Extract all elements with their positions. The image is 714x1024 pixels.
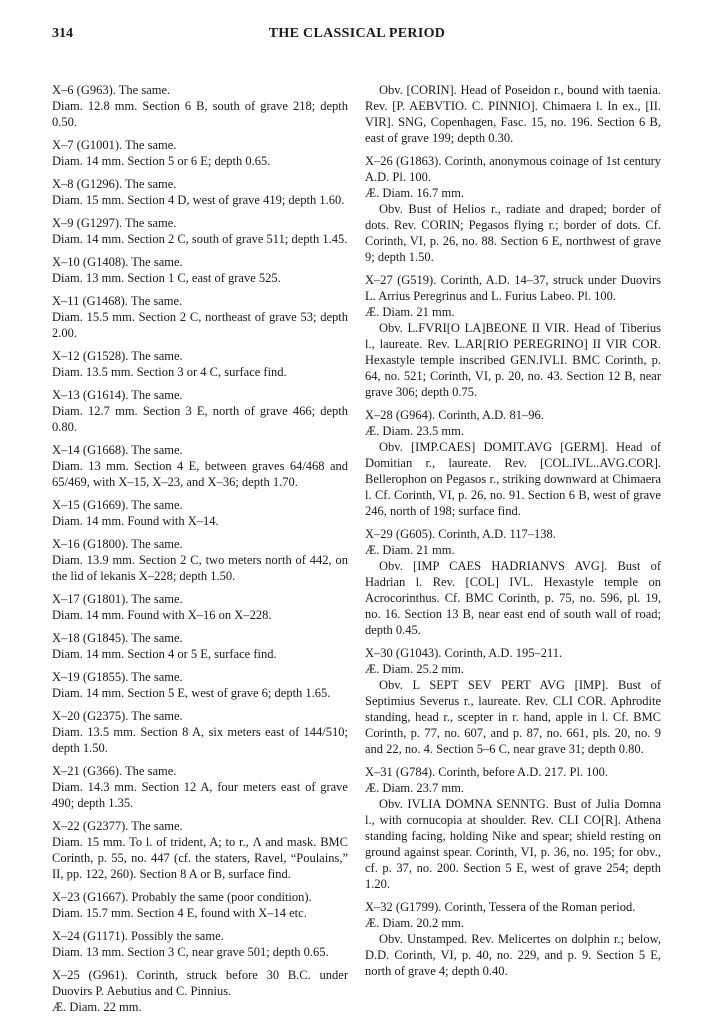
entry-heading: X–15 (G1669). The same. <box>52 498 183 512</box>
entry-description: Obv. L SEPT SEV PERT AVG [IMP]. Bust of Septimius Severus r., laureate. Rev. CLI COR. Aphrodite standing, head r., scepter in r. hand, apple in l. Cf. BMC Corinth, p. 77, no. 607, and p. 87, no. 661, pls. 20, no. 9 and 22, no. 4. Section 5–6 C, near grave 31; depth 0.80. <box>365 678 661 756</box>
catalog-entry <box>52 137 348 169</box>
catalog-entry <box>365 645 661 757</box>
entry-heading: X–18 (G1845). The same. <box>52 631 183 645</box>
entry-heading: X–12 (G1528). The same. <box>52 349 183 363</box>
entry-heading: X–29 (G605). Corinth, A.D. 117–138. <box>365 527 556 541</box>
catalog-entry <box>52 928 348 960</box>
entry-details: Diam. 15.5 mm. Section 2 C, northeast of grave 53; depth 2.00. <box>52 310 348 340</box>
entry-heading: X–32 (G1799). Corinth, Tessera of the Roman period. <box>365 900 636 914</box>
entry-heading: X–10 (G1408). The same. <box>52 255 183 269</box>
entry-details: Æ. Diam. 23.7 mm. <box>365 781 464 795</box>
entry-details: Diam. 12.7 mm. Section 3 E, north of grave 466; depth 0.80. <box>52 404 348 434</box>
entry-heading: X–27 (G519). Corinth, A.D. 14–37, struck under Duovirs L. Arrius Peregrinus and L. Furius Labeo. Pl. 100. <box>365 273 661 303</box>
entry-details: Diam. 13.5 mm. Section 8 A, six meters east of 144/510; depth 1.50. <box>52 725 348 755</box>
running-title: THE CLASSICAL PERIOD <box>268 26 446 41</box>
catalog-entry <box>52 818 348 882</box>
entry-details: Æ. Diam. 21 mm. <box>365 305 455 319</box>
entry-description: Obv. Unstamped. Rev. Melicertes on dolphin r.; below, D.D. Corinth, VI, p. 40, no. 229, and p. 9. Section 5 E, north of grave 4; depth 0.40. <box>365 932 661 978</box>
entry-heading: X–30 (G1043). Corinth, A.D. 195–211. <box>365 646 563 660</box>
entry-heading: X–19 (G1855). The same. <box>52 670 183 684</box>
entry-heading: X–9 (G1297). The same. <box>52 216 177 230</box>
entry-details: Diam. 14 mm. Found with X–16 on X–228. <box>52 608 272 622</box>
entry-details: Æ. Diam. 23.5 mm. <box>365 424 464 438</box>
page-header <box>52 26 662 46</box>
entry-details: Diam. 12.8 mm. Section 6 B, south of grave 218; depth 0.50. <box>52 99 348 129</box>
entry-heading: X–7 (G1001). The same. <box>52 138 177 152</box>
entry-heading: X–8 (G1296). The same. <box>52 177 177 191</box>
catalog-entry <box>52 889 348 921</box>
entry-details: Diam. 14 mm. Section 5 or 6 E; depth 0.65. <box>52 154 271 168</box>
entry-details: Æ. Diam. 16.7 mm. <box>365 186 464 200</box>
catalog-entry <box>52 708 348 756</box>
entry-details: Diam. 13.9 mm. Section 2 C, two meters north of 442, on the lid of lekanis X–228; depth 1.50. <box>52 553 348 583</box>
entry-description: Obv. [IMP CAES HADRIANVS AVG]. Bust of Hadrian l. Rev. [COL] IVL. Hexastyle temple on Acrocorinthus. Cf. BMC Corinth, p. 75, no. 596, pl. 19, no. 16. Section 13 B, near east end of south wall of road; depth 0.45. <box>365 559 661 637</box>
catalog-entry <box>52 254 348 286</box>
entry-details: Diam. 15 mm. Section 4 D, west of grave 419; depth 1.60. <box>52 193 345 207</box>
entry-details: Æ. Diam. 20.2 mm. <box>365 916 464 930</box>
catalog-entry <box>52 630 348 662</box>
catalog-entry <box>52 82 348 130</box>
entry-heading: X–13 (G1614). The same. <box>52 388 183 402</box>
entry-heading: X–21 (G366). The same. <box>52 764 177 778</box>
left-column <box>52 82 348 1022</box>
catalog-entry <box>365 272 661 400</box>
entry-description: Obv. IVLIA DOMNA SENNTG. Bust of Julia Domna l., with cornucopia at shoulder. Rev. CLI CO[R]. Athena standing facing, holding Nike and spear; shield resting on ground against spear. Corinth, VI, p. 36, no. 195; for obv., cf. p. 37, no. 200. Section 5 E, west of grave 254; depth 1.20. <box>365 797 661 891</box>
catalog-entry <box>52 442 348 490</box>
catalog-entry <box>52 967 348 1015</box>
entry-details: Diam. 13 mm. Section 3 C, near grave 501; depth 0.65. <box>52 945 329 959</box>
catalog-entry <box>52 497 348 529</box>
entry-heading: X–17 (G1801). The same. <box>52 592 183 606</box>
catalog-entry-continued <box>365 82 661 146</box>
entry-details: Æ. Diam. 25.2 mm. <box>365 662 464 676</box>
entry-heading: X–23 (G1667). Probably the same (poor condition). <box>52 890 312 904</box>
catalog-entry <box>365 899 661 979</box>
right-column <box>365 82 661 986</box>
entry-heading: X–16 (G1800). The same. <box>52 537 183 551</box>
entry-details: Æ. Diam. 22 mm. <box>52 1000 142 1014</box>
catalog-entry <box>365 526 661 638</box>
catalog-entry <box>52 669 348 701</box>
entry-details: Diam. 15 mm. To l. of trident, A; to r., Λ and mask. BMC Corinth, p. 55, no. 447 (cf. the staters, Ravel, “Poulains,” II, pp. 122, 260). Section 8 A or B, surface find. <box>52 835 348 881</box>
entry-details: Diam. 14 mm. Section 2 C, south of grave 511; depth 1.45. <box>52 232 348 246</box>
catalog-entry <box>52 348 348 380</box>
entry-heading: X–31 (G784). Corinth, before A.D. 217. Pl. 100. <box>365 765 609 779</box>
entry-heading: X–14 (G1668). The same. <box>52 443 183 457</box>
catalog-entry <box>52 591 348 623</box>
entry-heading: X–28 (G964). Corinth, A.D. 81–96. <box>365 408 544 422</box>
entry-details: Diam. 13 mm. Section 4 E, between graves 64/468 and 65/469, with X–15, X–23, and X–36; depth 1.70. <box>52 459 348 489</box>
entry-details: Diam. 15.7 mm. Section 4 E, found with X–14 etc. <box>52 906 307 920</box>
entry-heading: X–24 (G1171). Possibly the same. <box>52 929 224 943</box>
entry-heading: X–22 (G2377). The same. <box>52 819 183 833</box>
catalog-entry <box>52 387 348 435</box>
entry-heading: X–6 (G963). The same. <box>52 83 171 97</box>
catalog-entry <box>52 293 348 341</box>
catalog-entry <box>52 176 348 208</box>
entry-description: Obv. [CORIN]. Head of Poseidon r., bound with taenia. Rev. [P. AEBVTIO. C. PINNIO]. Chimaera l. In ex., [II. VIR]. SNG, Copenhagen, Fasc. 15, no. 196. Section 6 B, east of grave 199; depth 0.30. <box>365 83 661 145</box>
entry-heading: X–20 (G2375). The same. <box>52 709 183 723</box>
entry-details: Æ. Diam. 21 mm. <box>365 543 455 557</box>
entry-details: Diam. 13.5 mm. Section 3 or 4 C, surface find. <box>52 365 287 379</box>
entry-description: Obv. L.FVRI[O LA]BEONE II VIR. Head of Tiberius l., laureate. Rev. L.AR[RIO PEREGRINO] II VIR COR. Hexastyle temple inscribed GEN.IVLI. BMC Corinth, p. 64, no. 521; Corinth, VI, p. 20, no. 43. Section 12 B, near grave 306; depth 0.75. <box>365 321 661 399</box>
catalog-entry <box>52 763 348 811</box>
catalog-entry <box>52 536 348 584</box>
entry-details: Diam. 14.3 mm. Section 12 A, four meters east of grave 490; depth 1.35. <box>52 780 348 810</box>
catalog-entry <box>365 153 661 265</box>
entry-heading: X–26 (G1863). Corinth, anonymous coinage of 1st century A.D. Pl. 100. <box>365 154 661 184</box>
entry-description: Obv. [IMP.CAES] DOMIT.AVG [GERM]. Head of Domitian r., laureate. Rev. [COL.IVL..AVG.COR]. Bellerophon on Pegasos r., striking downward at Chimaera l. Cf. Corinth, VI, p. 26, no. 91. Section 6 B, west of grave 246, north of 198; surface find. <box>365 440 661 518</box>
catalog-entry <box>365 764 661 892</box>
entry-details: Diam. 14 mm. Section 5 E, west of grave 6; depth 1.65. <box>52 686 331 700</box>
entry-details: Diam. 14 mm. Section 4 or 5 E, surface find. <box>52 647 277 661</box>
entry-details: Diam. 13 mm. Section 1 C, east of grave 525. <box>52 271 281 285</box>
entry-heading: X–11 (G1468). The same. <box>52 294 183 308</box>
entry-heading: X–25 (G961). Corinth, struck before 30 B.C. under Duovirs P. Aebutius and C. Pinnius. <box>52 968 348 998</box>
entry-details: Diam. 14 mm. Found with X–14. <box>52 514 219 528</box>
entry-description: Obv. Bust of Helios r., radiate and draped; border of dots. Rev. CORIN; Pegasos flying r.; border of dots. Cf. Corinth, VI, p. 26, no. 88. Section 6 E, northwest of grave 9; depth 1.50. <box>365 202 661 264</box>
page-number: 314 <box>52 26 73 41</box>
catalog-entry <box>52 215 348 247</box>
catalog-entry <box>365 407 661 519</box>
